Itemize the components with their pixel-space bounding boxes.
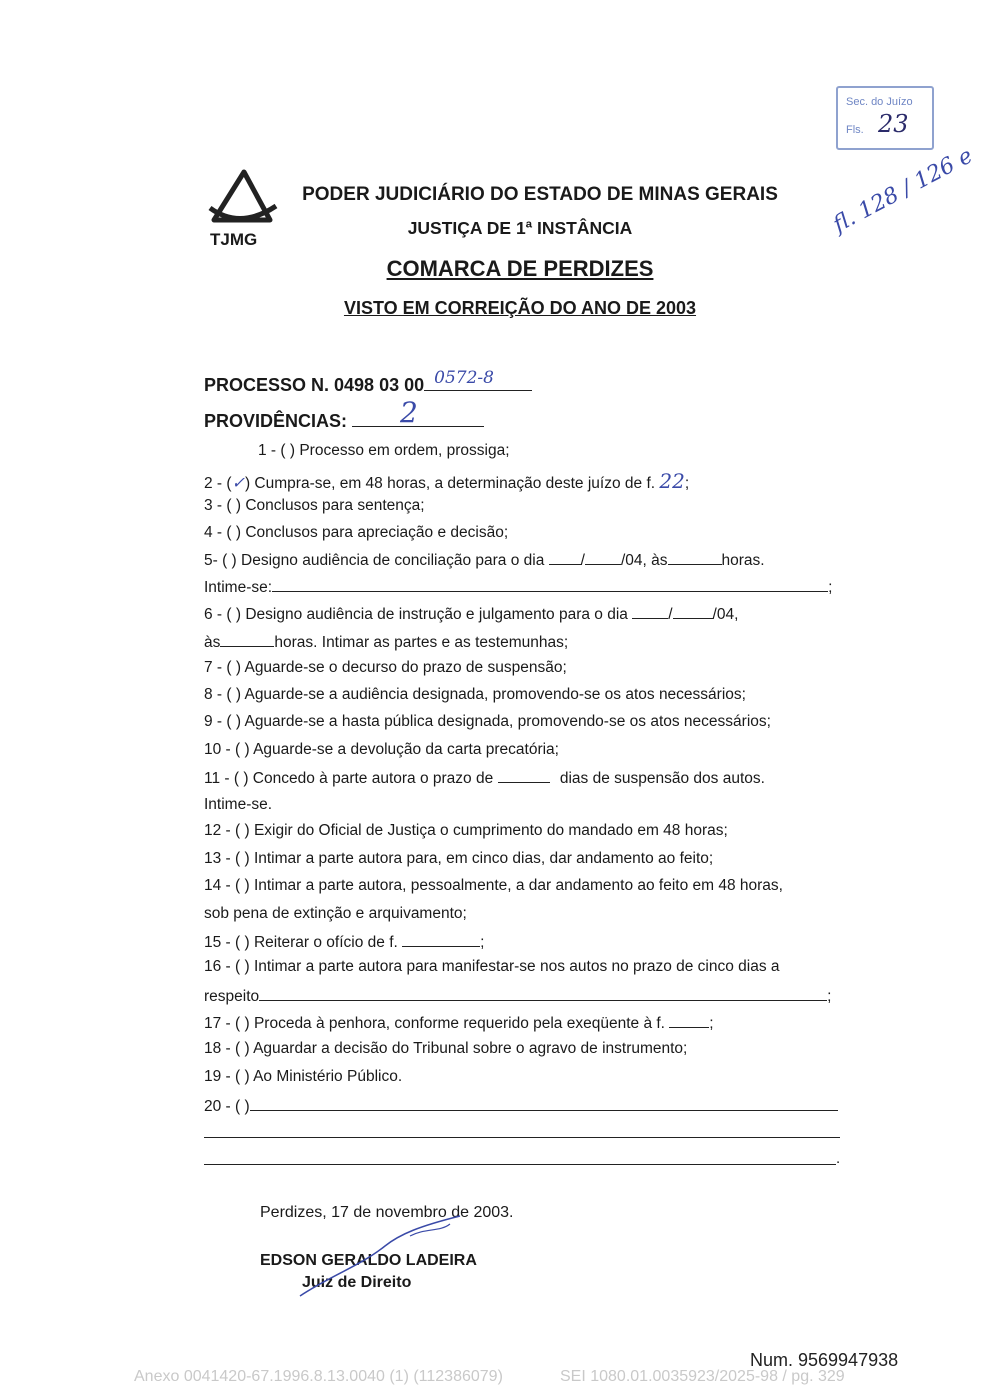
item-17-text: 17 - ( ) Proceda à penhora, conforme requerido pela exeqüente à f. — [204, 1015, 665, 1032]
item-20 — [204, 1096, 838, 1116]
item-16-field — [259, 986, 827, 1001]
item-18: 18 - ( ) Aguardar a decisão do Tribunal sobre o agravo de instrumento; — [204, 1040, 688, 1057]
item-5-intime — [204, 577, 832, 597]
item-6-year: /04, — [712, 606, 739, 623]
item-2 — [204, 469, 689, 493]
item-11-text: 11 - ( ) Concedo à parte autora o prazo de — [204, 770, 494, 787]
tjmg-logo-icon — [204, 168, 284, 228]
item-5-month-field — [585, 550, 621, 565]
item-19: 19 - ( ) Ao Ministério Público. — [204, 1068, 403, 1085]
item-6-month-field — [673, 604, 713, 619]
item-8: 8 - ( ) Aguarde-se a audiência designada, promovendo-se os atos necessários; — [204, 686, 746, 703]
anexo-label: Anexo 0041420-67.1996.8.13.0040 (1) (112386079) — [134, 1368, 503, 1385]
item-5-year: /04, às — [620, 552, 668, 569]
item-17-end: ; — [709, 1015, 714, 1032]
stamp-handwritten: 23 — [878, 110, 909, 138]
providencias-line — [204, 396, 484, 432]
item-2-prefix: 2 - ( — [204, 475, 232, 492]
item-4: 4 - ( ) Conclusos para apreciação e decisão; — [204, 524, 509, 541]
item-16-respeito: respeito — [204, 988, 260, 1005]
item-20-line-3 — [204, 1164, 836, 1165]
place-date: Perdizes, 17 de novembro de 2003. — [260, 1204, 514, 1221]
item-20-line-2 — [204, 1137, 840, 1138]
item-5-hours: horas. — [721, 552, 765, 569]
item-9: 9 - ( ) Aguarde-se a hasta pública designada, promovendo-se os atos necessários; — [204, 713, 771, 730]
header-line1: PODER JUDICIÁRIO DO ESTADO DE MINAS GERAIS — [302, 184, 778, 205]
item-2-suffix: ; — [684, 475, 690, 492]
item-6 — [204, 604, 738, 624]
item-6-cont — [204, 632, 568, 652]
processo-number-field — [424, 368, 532, 391]
item-20-label: 20 - ( ) — [204, 1098, 250, 1115]
processo-handwritten-number: 0572-8 — [434, 368, 494, 388]
item-15-text: 15 - ( ) Reiterar o ofício de f. — [204, 934, 398, 951]
item-5-slash: / — [580, 552, 585, 569]
item-3: 3 - ( ) Conclusos para sentença; — [204, 497, 425, 514]
end-dot: . — [836, 1150, 841, 1167]
logo-text: TJMG — [210, 230, 258, 249]
item-6-slash: / — [668, 606, 673, 623]
item-6-text: 6 - ( ) Designo audiência de instrução e julgamento para o dia — [204, 606, 628, 623]
item-16-end: ; — [827, 988, 832, 1005]
item-14-cont: sob pena de extinção e arquivamento; — [204, 905, 467, 922]
item-5-text: 5- ( ) Designo audiência de conciliação para o dia — [204, 552, 545, 569]
item-11-days-field — [498, 768, 550, 783]
item-11 — [204, 768, 765, 788]
item-16: 16 - ( ) Intimar a parte autora para manifestar-se nos autos no prazo de cinco dias a — [204, 958, 780, 975]
side-annotation: fl. 128 / 126 e — [829, 143, 977, 238]
item-11-intime: Intime-se. — [204, 796, 273, 813]
item-14: 14 - ( ) Intimar a parte autora, pessoalmente, a dar andamento ao feito em 48 horas, — [204, 877, 783, 894]
item-13: 13 - ( ) Intimar a parte autora para, em cinco dias, dar andamento ao feito; — [204, 850, 714, 867]
judge-title: Juiz de Direito — [302, 1274, 412, 1291]
fls-stamp — [836, 86, 934, 150]
item-5-day-field — [549, 550, 581, 565]
stamp-line1: Sec. do Juízo — [846, 96, 913, 108]
item-17 — [204, 1013, 714, 1033]
item-5-intime-field — [272, 577, 828, 592]
judge-name: EDSON GERALDO LADEIRA — [260, 1252, 477, 1269]
providencias-handwritten: 2 — [400, 396, 418, 429]
item-15 — [204, 932, 484, 952]
signature — [290, 1206, 490, 1306]
item-15-page-field — [402, 932, 480, 947]
item-6-as: às — [204, 634, 221, 651]
num-label: Num. 9569947938 — [750, 1350, 899, 1370]
item-1: 1 - ( ) Processo em ordem, prossiga; — [258, 442, 510, 459]
item-20-field — [250, 1096, 838, 1111]
item-5-hour-field — [668, 550, 722, 565]
item-11-text-b: dias de suspensão dos autos. — [559, 770, 765, 787]
providencias-label: PROVIDÊNCIAS: — [204, 411, 348, 431]
item-2-check-mark: ✓ — [231, 473, 245, 492]
item-6-hour-field — [220, 632, 274, 647]
item-2-handwritten-page: 22 — [659, 469, 685, 493]
comarca-title: COMARCA DE PERDIZES — [386, 256, 654, 281]
item-2-text: ) Cumpra-se, em 48 horas, a determinação deste juízo de f. — [244, 475, 656, 492]
providencias-field — [352, 396, 484, 429]
sei-label: SEI 1080.01.0035923/2025-98 / pg. 329 — [560, 1368, 845, 1385]
processo-label: PROCESSO N. 0498 03 00 — [204, 375, 425, 395]
item-6-day-field — [632, 604, 668, 619]
processo-line — [204, 368, 532, 396]
item-7: 7 - ( ) Aguarde-se o decurso do prazo de suspensão; — [204, 659, 567, 676]
item-16-cont — [204, 986, 831, 1006]
item-6-hours: horas. Intimar as partes e as testemunhas; — [274, 634, 569, 651]
tjmg-logo — [204, 168, 284, 254]
item-5-end: ; — [828, 579, 833, 596]
item-17-page-field — [669, 1013, 709, 1028]
item-15-end: ; — [480, 934, 485, 951]
visto-title: VISTO EM CORREIÇÃO DO ANO DE 2003 — [343, 298, 697, 318]
item-12: 12 - ( ) Exigir do Oficial de Justiça o cumprimento do mandado em 48 horas; — [204, 822, 728, 839]
stamp-line2: Fls. — [846, 124, 864, 136]
item-10: 10 - ( ) Aguarde-se a devolução da carta precatória; — [204, 741, 559, 758]
item-5-intime-label: Intime-se: — [204, 579, 273, 596]
header-line2: JUSTIÇA DE 1ª INSTÂNCIA — [407, 218, 633, 238]
item-5 — [204, 550, 765, 570]
